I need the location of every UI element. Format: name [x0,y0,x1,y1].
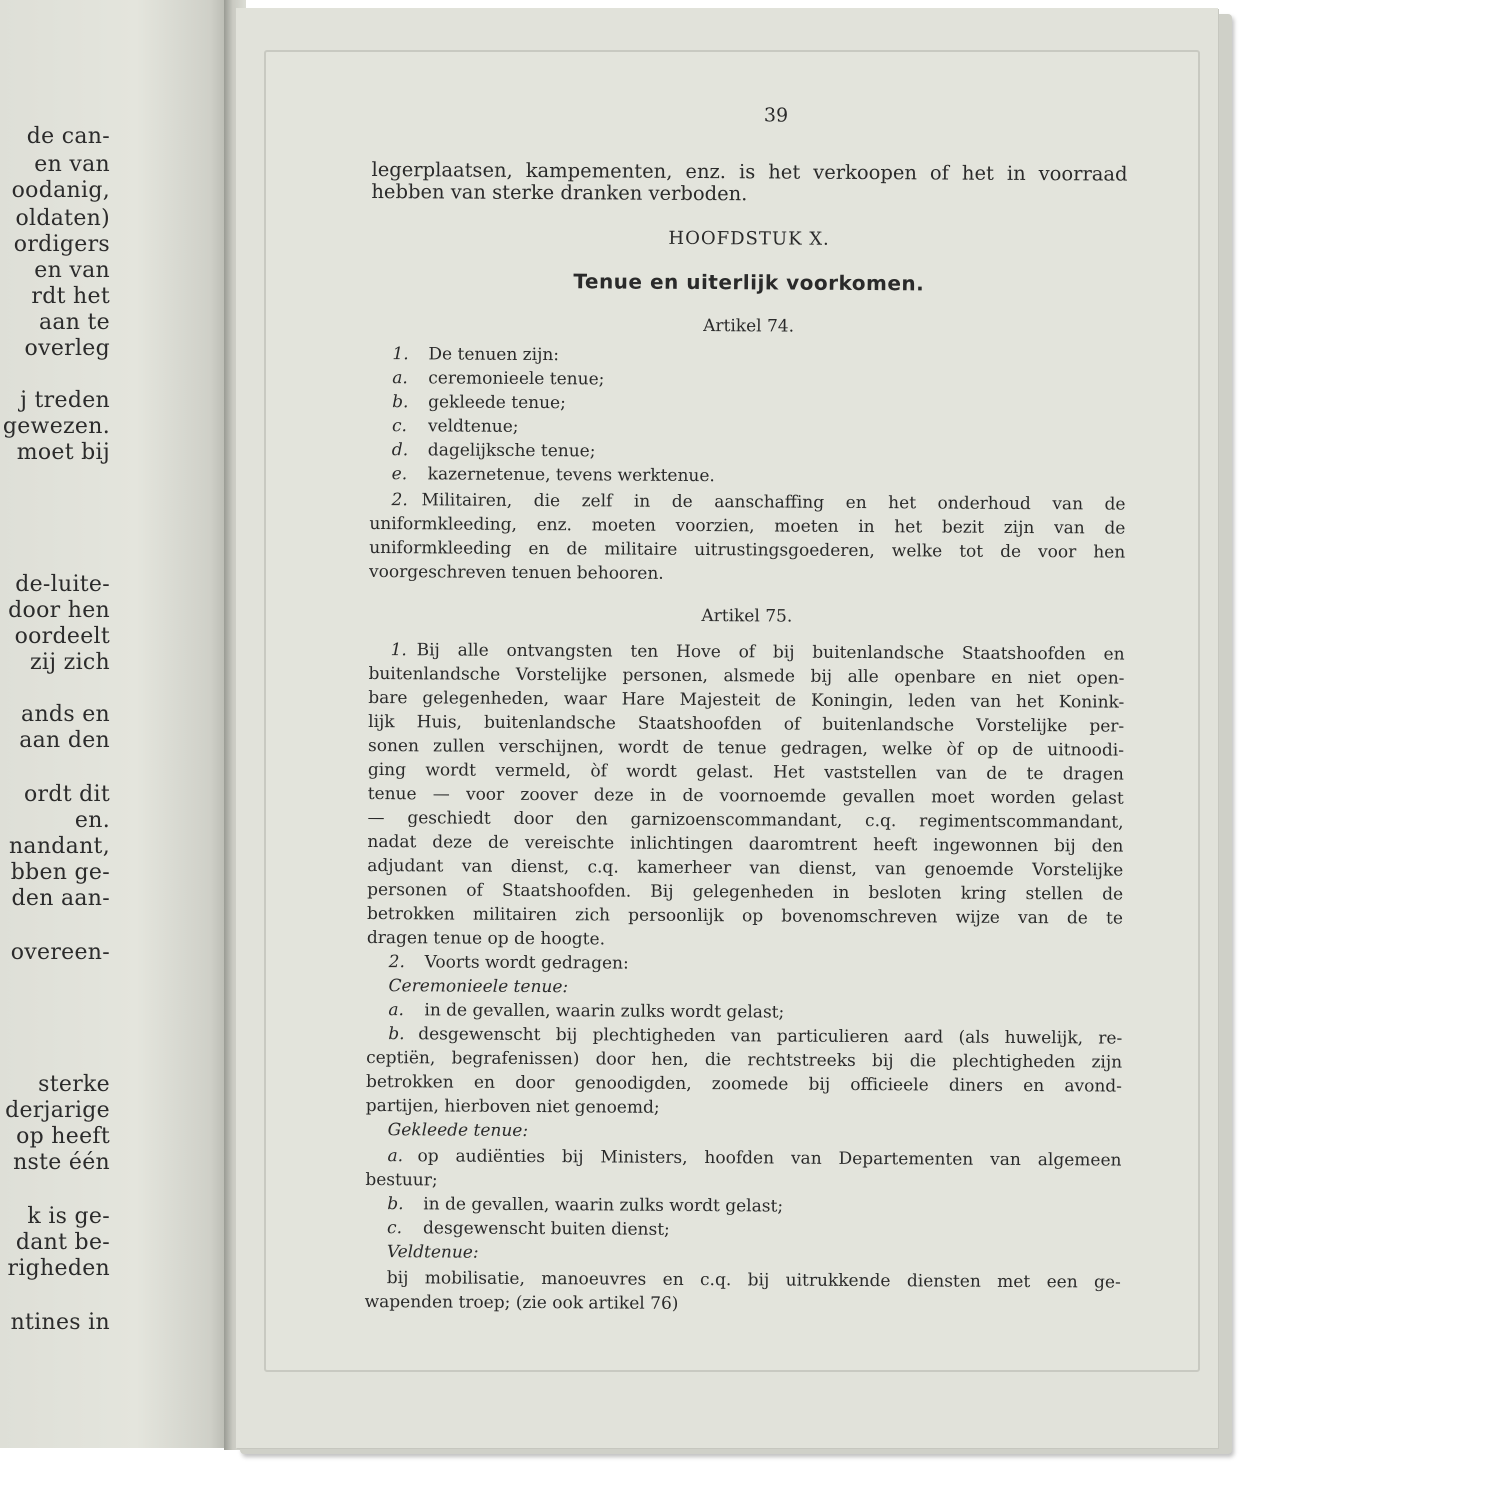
left-page-line: door hen [8,598,110,623]
left-page-line: aan den [19,728,110,753]
text-line: nadat deze de vereischte inlichtingen daaromtrent heeft ingewonnen bij den [367,831,1124,857]
item-letter: b. [388,1024,405,1045]
item-text: gekleede tenue; [428,392,566,414]
text-line: tenue — voor zoover deze in de voornoemde gevallen moet worden gelast [367,783,1124,809]
item-text: desgewenscht bij plechtigheden van particulieren aard (als huwelijk, re- [418,1024,1123,1049]
left-page-line: ordt dit [23,782,110,807]
left-page-line: den aan- [11,886,110,911]
left-page-line: oordeelt [14,624,110,649]
left-page-line: sterke [38,1072,110,1097]
left-page-line: derjarige [5,1098,110,1123]
item-letter: c. [391,416,407,437]
text-line: — geschiedt door den garnizoenscommandant, c.q. regimentscommandant, [367,807,1124,833]
left-page-line: en. [74,808,110,833]
left-page-line: overeen- [10,940,110,965]
left-page-line: righeden [7,1256,110,1281]
left-page-line: dant be- [15,1230,110,1255]
text-line: adjudant van dienst, c.q. kamerheer van dienst, van genoemde Vorstelijke [367,855,1124,881]
item-number: 1. [390,640,407,661]
text-line: dragen tenue op de hoogte. [366,927,606,950]
item-text: desgewenscht buiten dienst; [423,1218,670,1240]
text-line: ging wordt vermeld, òf wordt gelast. Het vaststellen van de te dragen [367,759,1124,785]
left-page-line: bben ge- [10,860,110,885]
item-text: kazernetenue, tevens werktenue. [427,464,715,487]
item-text: in de gevallen, waarin zulks wordt gelast; [423,1194,784,1217]
left-page-line: zij zich [30,650,110,675]
left-page-line: k is ge- [27,1204,110,1229]
left-page-line: ordigers [13,232,110,257]
item-text: in de gevallen, waarin zulks wordt gelast; [424,1000,785,1023]
text-line: sonen zullen verschijnen, wordt de tenue gedragen, welke òf op de uitnoodi- [367,735,1125,761]
text-line: ceptiën, begrafenissen) door hen, die rechtstreeks bij die plechtigheden zijn [366,1047,1123,1073]
item-text: Bij alle ontvangsten ten Hove of bij buitenlandsche Staatshoofden en [416,640,1125,665]
left-page-line: op heeft [16,1124,110,1149]
item-letter: c. [387,1218,403,1239]
item-letter: a. [392,368,408,389]
text-line: partijen, hierboven niet genoemd; [365,1095,660,1118]
item-letter: e. [391,464,408,485]
item-text: op audiënties bij Ministers, hoofden van Departementen van algemeen [417,1146,1122,1171]
item-text: De tenuen zijn: [428,344,560,366]
left-page-line: de can- [26,124,110,149]
left-page-line: overleg [24,336,110,361]
text-line: personen of Staatshoofden. Bij gelegenheden in besloten kring stellen de [367,879,1124,905]
left-page-line: en van [34,258,110,283]
text-line: bare gelegenheden, waar Hare Majesteit de Koningin, leden van het Konink- [368,687,1125,713]
item-letter: b. [392,392,409,413]
text-line: betrokken militairen zich persoonlijk op bovenomschreven wijze van de te [366,903,1124,929]
text-line: uniformkleeding, enz. moeten voorzien, moeten in het bezit zijn van de [369,513,1126,539]
item-text: ceremonieele tenue; [428,368,605,390]
text-line: wapenden troep; (zie ook artikel 76) [364,1291,679,1314]
item-text: Militairen, die zelf in de aanschaffing en het onderhoud van de [421,490,1126,515]
left-page-line: moet bij [16,440,110,465]
item-text: dagelijksche tenue; [427,440,596,462]
subsection-heading: Ceremonieele tenue: [388,976,569,998]
chapter-heading: HOOFDSTUK X. [668,227,830,250]
left-page-line: gewezen. [2,414,110,439]
item-number: 2. [388,952,406,973]
page-number: 39 [763,104,789,127]
left-page-line: de-luite- [15,572,110,597]
article-74-heading: Artikel 74. [703,316,795,337]
left-page-line: en van [34,152,110,177]
text-line: betrokken en door genoodigden, zoomede bij officieele diners en avond- [365,1071,1123,1097]
item-text: veldtenue; [427,416,519,437]
item-letter: d. [391,440,409,461]
item-number: 1. [392,344,409,365]
chapter-title: Tenue en uiterlijk voorkomen. [573,269,925,296]
left-page-line: aan te [38,310,110,335]
text-line: legerplaatsen, kampementen, enz. is het verkoopen of het in voorraad [371,157,1128,186]
text-line: lijk Huis, buitenlandsche Staatshoofden of buitenlandsche Vorstelijke per- [368,711,1125,737]
text-line: hebben van sterke dranken verboden. [371,179,748,206]
left-page-line: nandant, [8,834,110,859]
text-line: bestuur; [365,1169,438,1191]
left-page-line: ands en [21,702,110,727]
left-page [0,0,228,1448]
left-page-line: rdt het [31,284,110,309]
subsection-heading: Gekleede tenue: [387,1120,529,1141]
text-line: buitenlandsche Vorstelijke personen, alsmede bij alle openbare en niet open- [368,663,1125,689]
item-letter: b. [387,1194,404,1215]
left-page-line: ntines in [10,1310,110,1335]
left-page-line: oldaten) [15,206,110,231]
left-page-line: oodanig, [11,178,110,203]
item-text: Voorts wordt gedragen: [424,952,629,974]
left-page-line: j treden [20,388,110,413]
item-number: 2. [391,490,408,511]
text-line: voorgeschreven tenuen behooren. [369,561,664,584]
article-75-heading: Artikel 75. [701,606,793,627]
item-letter: a. [388,1000,405,1021]
item-letter: a. [387,1146,404,1167]
text-line: uniformkleeding en de militaire uitrustingsgoederen, welke tot de voor hen [369,537,1126,563]
text-line: bij mobilisatie, manoeuvres en c.q. bij uitrukkende diensten met een ge- [386,1268,1121,1293]
subsection-heading: Veldtenue: [386,1242,479,1263]
left-page-line: nste één [13,1150,110,1175]
